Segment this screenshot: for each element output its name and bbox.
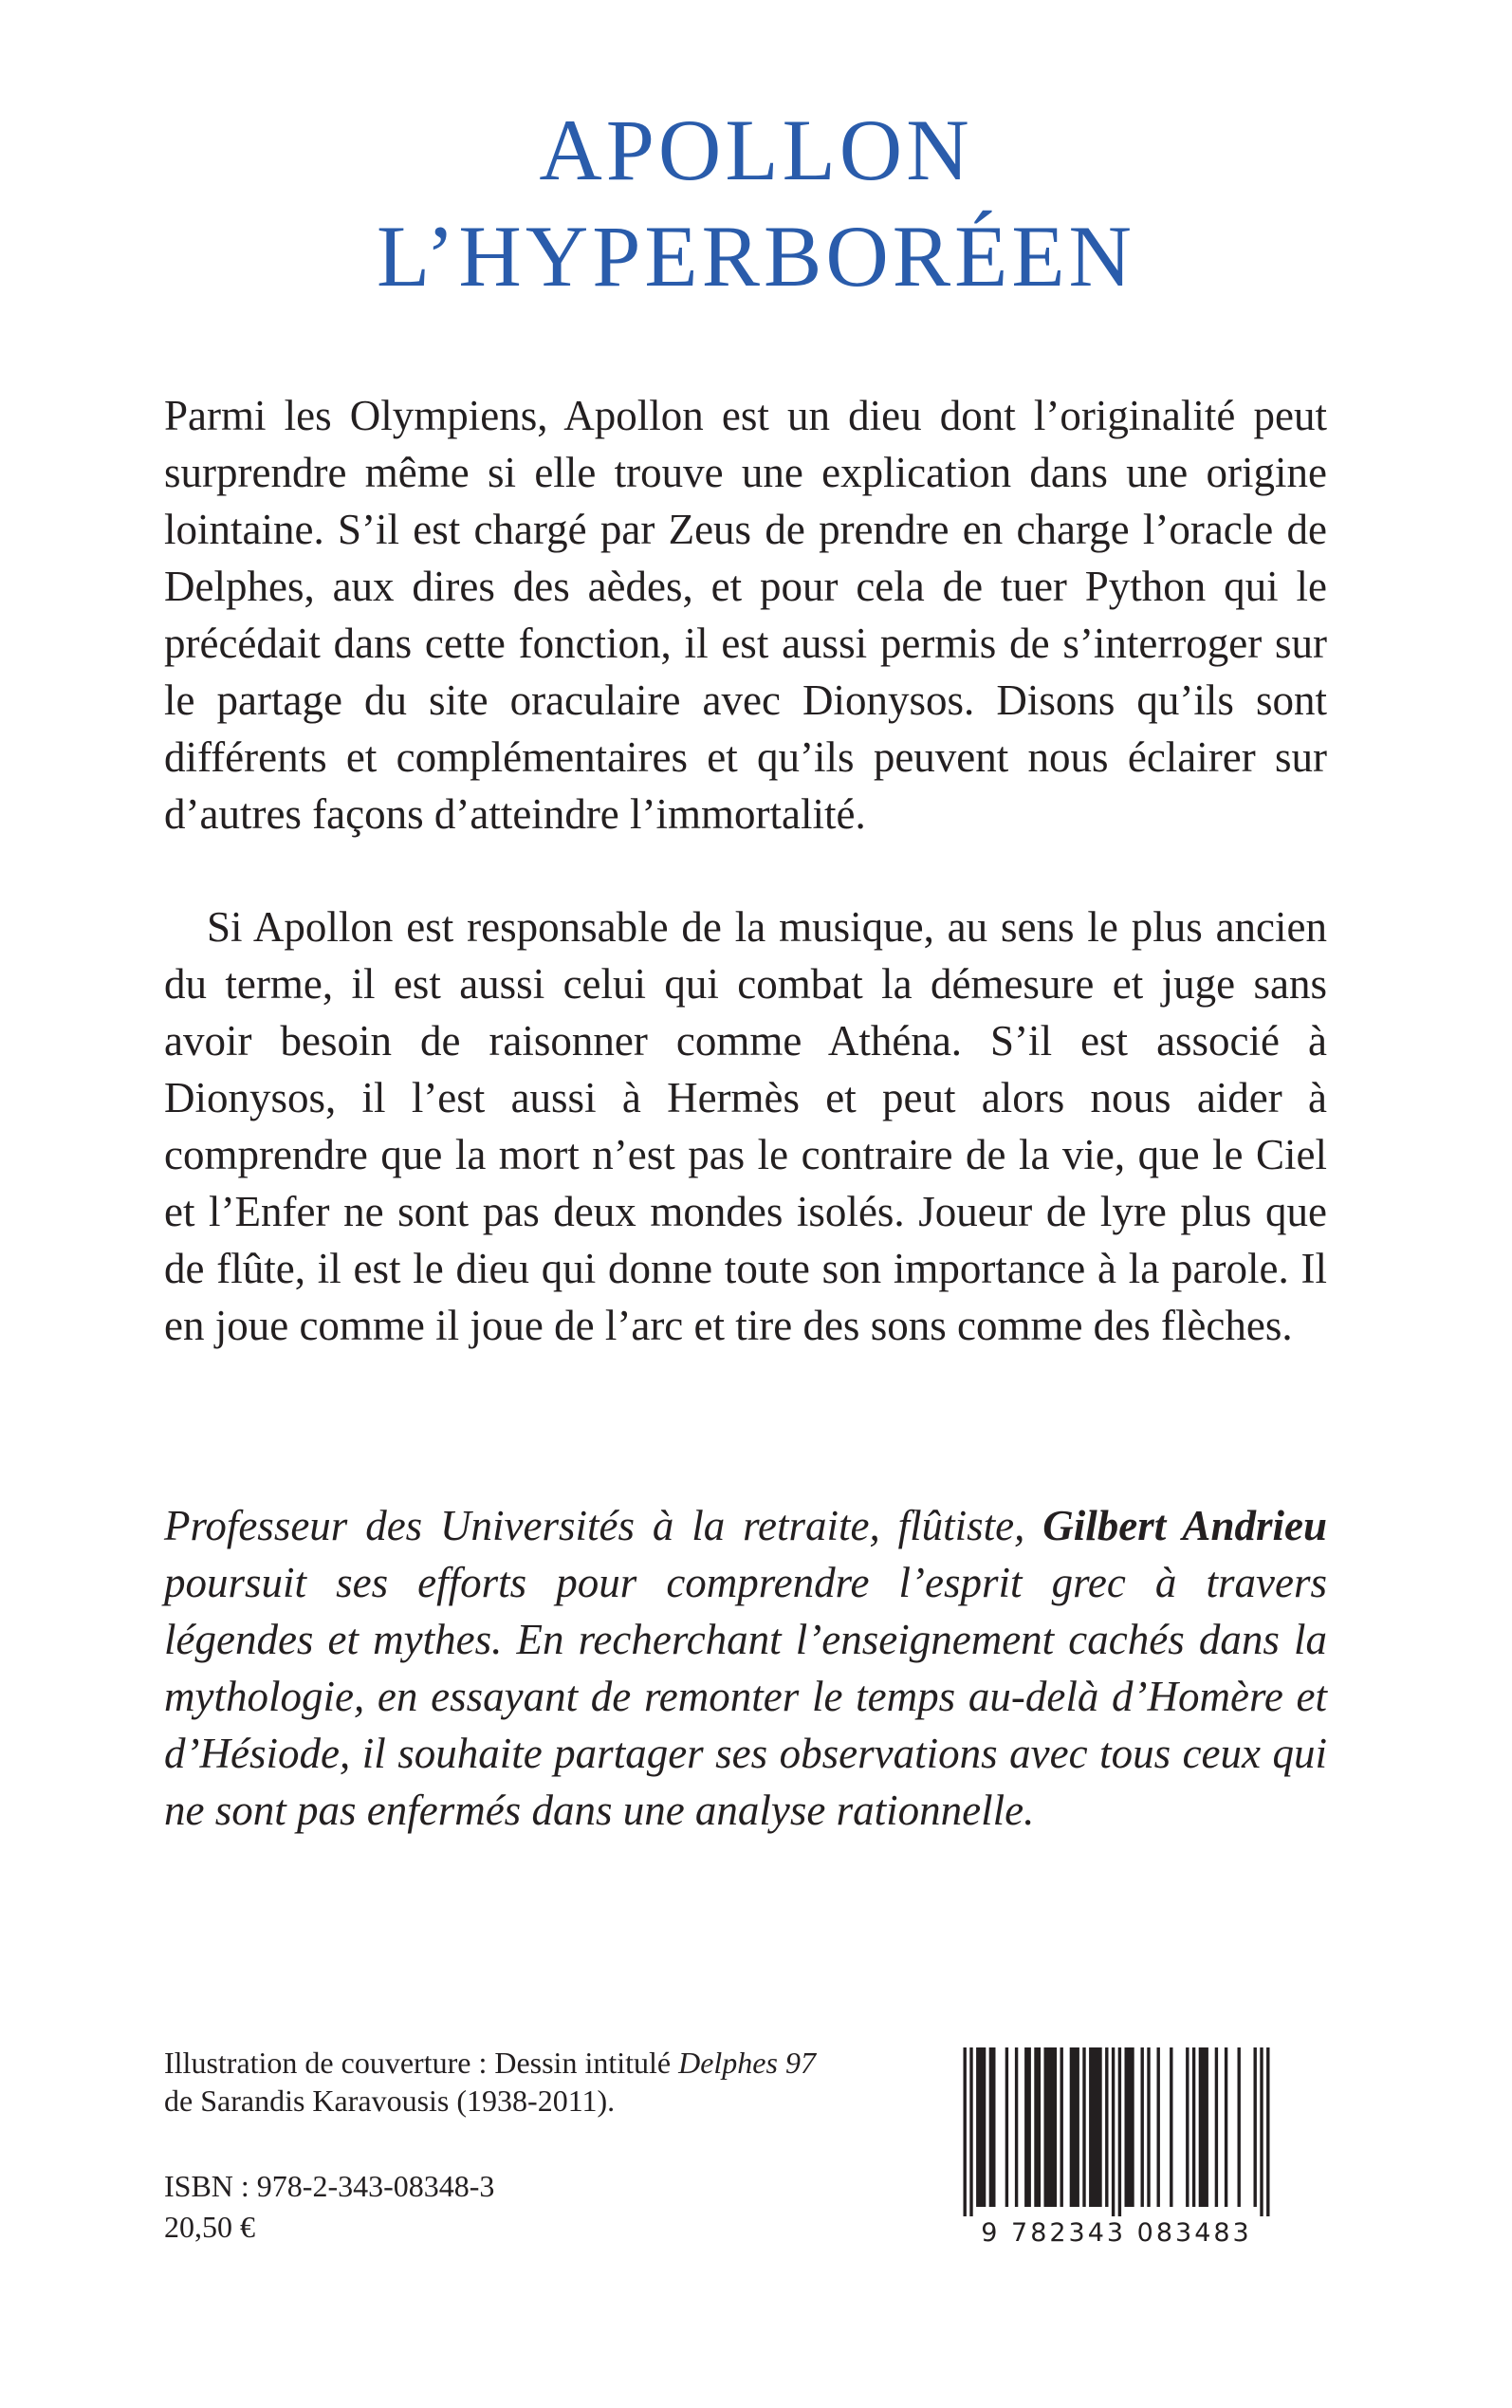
- barcode-bar: [1199, 2047, 1208, 2207]
- author-bio-text: poursuit ses efforts pour comprendre l’esprit grec à travers légendes et mythes. En recherchant l’enseignement cachés dans la mythologie, en essayant de remonter le temps au-delà d’Homère et d’Hésiode, il souhaite partager ses observations avec tous ceux qui ne sont pas enfermés dans une analyse rationnelle.: [164, 1559, 1327, 1834]
- barcode-bar: [1225, 2047, 1227, 2207]
- barcode-bar: [1238, 2047, 1241, 2207]
- book-title-line-1: APOLLON: [539, 102, 973, 198]
- summary-paragraph-1: [164, 387, 1327, 843]
- barcode-bar: [989, 2047, 996, 2207]
- barcode-bar: [1118, 2047, 1121, 2216]
- barcode-digits: 9 782343 083483: [981, 2218, 1252, 2247]
- author-bio-intro: Professeur des Universités à la retraite, flûtiste,: [164, 1502, 1043, 1549]
- barcode-bar: [1112, 2047, 1115, 2216]
- barcode-bar: [1034, 2047, 1041, 2207]
- summary-paragraph-2-text: Si Apollon est responsable de la musique, au sens le plus ancien du terme, il est aussi celui qui combat la démesure et juge sans avoir besoin de raisonner comme Athéna. S’il est associé à Dionysos, il l’est aussi à Hermès et peut alors nous aider à comprendre que la mort n’est pas le contraire de la vie, que le Ciel et l’Enfer ne sont pas deux mondes isolés. Joueur de lyre plus que de flûte, il est le dieu qui donne toute son importance à la parole. Il en joue comme il joue de l’arc et tire des sons comme des flèches.: [164, 903, 1327, 1349]
- barcode-bar: [1254, 2047, 1257, 2207]
- barcode-bar: [1141, 2047, 1144, 2207]
- credit-line-1: [164, 2044, 816, 2082]
- barcode-bar: [1105, 2047, 1108, 2207]
- barcode-bar: [1070, 2047, 1079, 2207]
- cover-illustration-credit: [164, 2044, 816, 2120]
- barcode-bar: [1157, 2047, 1160, 2207]
- barcode-bar: [1186, 2047, 1189, 2207]
- barcode: [960, 2047, 1273, 2247]
- book-title-line-2: L’HYPERBORÉEN: [377, 208, 1135, 305]
- barcode-bar: [1044, 2047, 1058, 2207]
- isbn: ISBN : 978-2-343-08348-3: [164, 2169, 495, 2203]
- barcode-bar: [1082, 2047, 1085, 2207]
- credit-work-title: Delphes 97: [678, 2046, 816, 2080]
- barcode-bar: [1089, 2047, 1102, 2207]
- barcode-bar: [1024, 2047, 1031, 2207]
- price: 20,50 €: [164, 2210, 255, 2244]
- barcode-bar: [1005, 2047, 1008, 2207]
- credit-line-2: de Sarandis Karavousis (1938-2011).: [164, 2084, 616, 2118]
- barcode-bar: [1260, 2047, 1263, 2216]
- author-bio: [164, 1497, 1327, 1839]
- barcode-bar: [1125, 2047, 1134, 2207]
- barcode-bar: [964, 2047, 967, 2216]
- barcode-bar: [1147, 2047, 1150, 2207]
- barcode-bar: [1060, 2047, 1063, 2207]
- barcode-bar: [1266, 2047, 1269, 2216]
- barcode-bar: [976, 2047, 986, 2207]
- barcode-bar: [1215, 2047, 1218, 2207]
- barcode-bar: [1015, 2047, 1018, 2207]
- summary-paragraph-1-text: Parmi les Olympiens, Apollon est un dieu dont l’originalité peut surprendre même si elle trouve une explication dans une origine lointaine. S’il est chargé par Zeus de prendre en charge l’oracle de Delphes, aux dires des aèdes, et pour cela de tuer Python qui le précédait dans cette fonction, il est aussi permis de s’interroger sur le partage du site oraculaire avec Dionysos. Disons qu’ils sont différents et complémentaires et qu’ils peuvent nous éclairer sur d’autres façons d’atteindre l’immortalité.: [164, 392, 1327, 838]
- author-name: Gilbert Andrieu: [1042, 1502, 1327, 1549]
- credit-prefix: Illustration de couverture : Dessin intitulé: [164, 2046, 679, 2080]
- barcode-bar: [969, 2047, 972, 2216]
- barcode-bar: [1170, 2047, 1172, 2207]
- summary-paragraph-2: [164, 898, 1327, 1354]
- barcode-bar: [1192, 2047, 1195, 2207]
